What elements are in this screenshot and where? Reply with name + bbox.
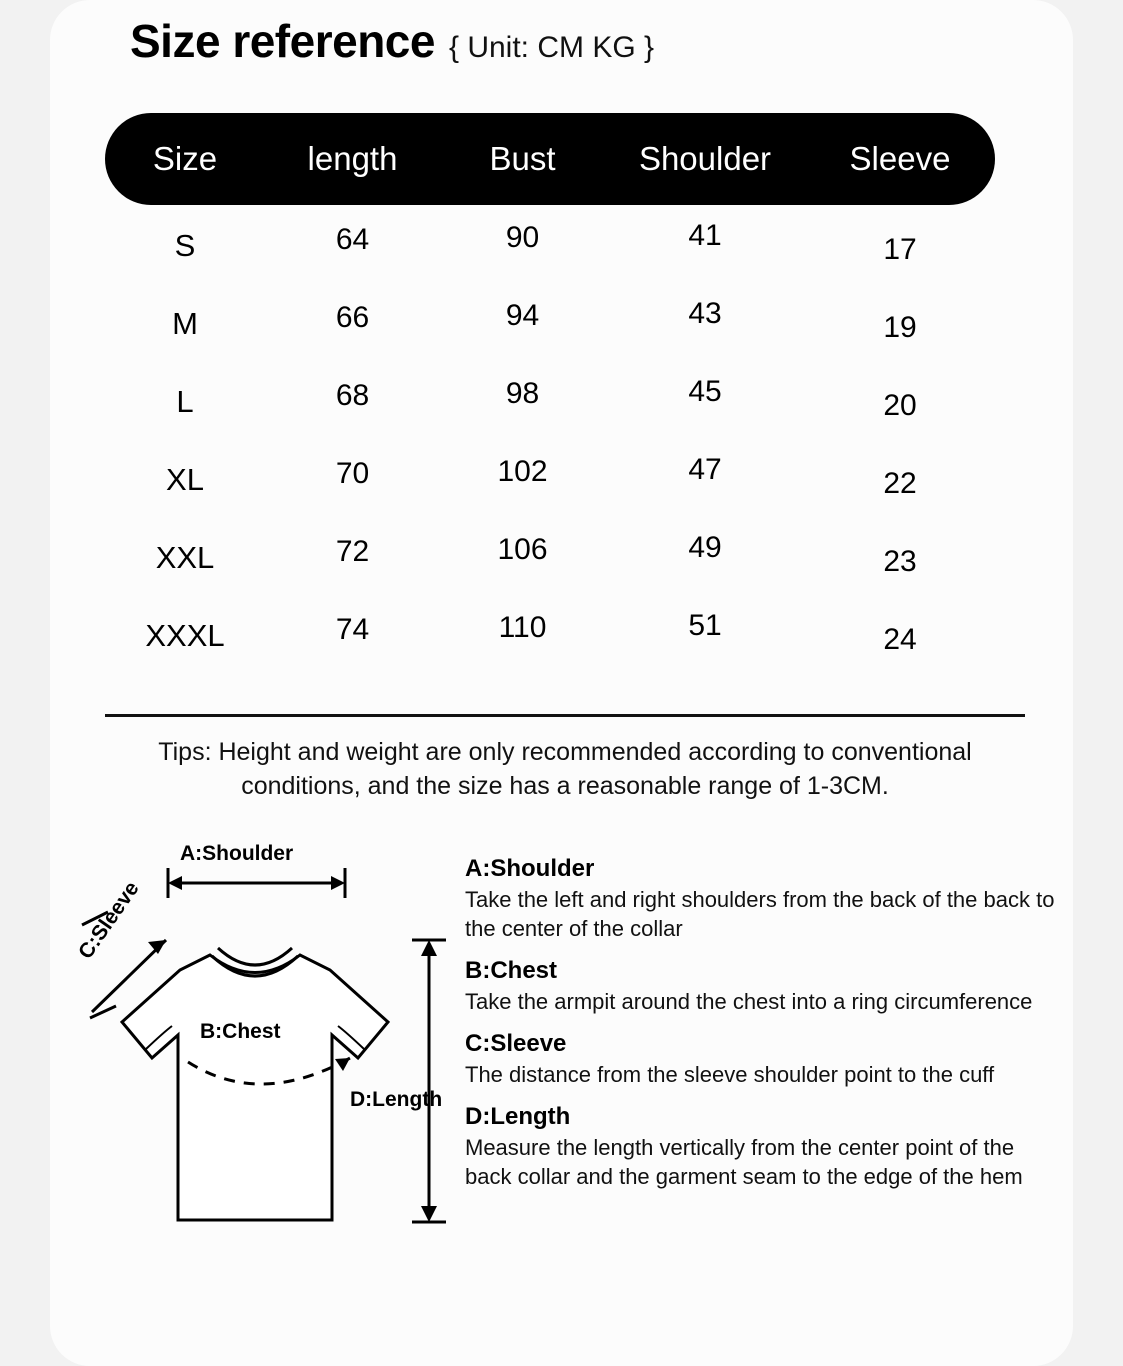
definition-description: Measure the length vertically from the center point of the back collar and the garment seam to the edge of the hem (465, 1135, 1023, 1189)
page-title (130, 14, 654, 68)
cell-shoulder: 41 (688, 219, 722, 252)
definition-length (465, 1103, 1065, 1191)
cell-sleeve: 20 (883, 389, 917, 422)
table-row (105, 361, 995, 439)
cell-size: XXXL (145, 618, 225, 653)
definition-sleeve (465, 1030, 1065, 1089)
column-header-length: length (307, 140, 398, 177)
definition-term: A:Shoulder (465, 855, 595, 882)
diagram-label-length: D:Length (350, 1088, 443, 1111)
cell-length: 72 (335, 535, 370, 568)
table-row (105, 283, 995, 361)
size-chart-card (50, 0, 1073, 1366)
page-title-unit: { Unit: CM KG } (448, 31, 655, 64)
table-row (105, 205, 995, 283)
cell-length: 66 (335, 301, 370, 334)
diagram-label-shoulder: A:Shoulder (180, 842, 294, 865)
tips-text: Tips: Height and weight are only recommended according to conventional conditions, and the size has a reasonable range of 1-3CM. (158, 738, 972, 800)
cell-length: 68 (335, 379, 370, 412)
cell-shoulder: 49 (688, 531, 722, 564)
cell-sleeve: 22 (883, 467, 917, 500)
measurement-definitions (465, 855, 1065, 1191)
cell-bust: 98 (505, 377, 540, 410)
definition-description: Take the armpit around the chest into a ring circumference (465, 989, 1033, 1014)
cell-sleeve: 24 (883, 623, 917, 656)
cell-shoulder: 45 (688, 375, 722, 408)
measurement-diagram (60, 830, 480, 1260)
diagram-label-sleeve: C:Sleeve (74, 877, 144, 964)
definition-description: Take the left and right shoulders from the back of the back to the center of the collar (465, 887, 1055, 941)
cell-length: 70 (335, 457, 370, 490)
table-row (105, 517, 995, 595)
page-title-text: Size reference (130, 15, 435, 67)
cell-sleeve: 19 (883, 311, 917, 344)
divider (105, 714, 1025, 717)
cell-bust: 110 (498, 611, 547, 644)
cell-bust: 102 (497, 455, 548, 488)
cell-bust: 106 (497, 533, 548, 566)
table-row (105, 595, 995, 673)
column-header-sleeve: Sleeve (849, 140, 951, 177)
cell-size: XXL (155, 540, 215, 575)
cell-bust: 94 (505, 299, 540, 332)
size-table (105, 113, 995, 673)
cell-size: XL (166, 462, 204, 497)
definition-description: The distance from the sleeve shoulder point to the cuff (465, 1062, 995, 1087)
cell-length: 74 (335, 613, 370, 646)
diagram-label-chest: B:Chest (200, 1020, 281, 1043)
definition-shoulder (465, 855, 1065, 943)
cell-size: M (172, 306, 198, 341)
column-header-bust: Bust (489, 140, 556, 177)
cell-shoulder: 47 (688, 453, 722, 486)
cell-size: S (174, 228, 196, 263)
definition-term: D:Length (465, 1103, 571, 1130)
cell-sleeve: 17 (883, 233, 917, 266)
definition-chest (465, 957, 1065, 1016)
size-table-header-row (105, 113, 995, 205)
definition-term: C:Sleeve (465, 1030, 567, 1057)
cell-shoulder: 43 (688, 297, 722, 330)
cell-sleeve: 23 (883, 545, 917, 578)
table-row (105, 439, 995, 517)
cell-shoulder: 51 (688, 609, 722, 642)
definition-term: B:Chest (465, 957, 558, 984)
cell-size: L (176, 384, 194, 419)
column-header-shoulder: Shoulder (638, 140, 772, 177)
cell-bust: 90 (505, 221, 540, 254)
column-header-size: Size (152, 140, 218, 177)
cell-length: 64 (335, 223, 370, 256)
